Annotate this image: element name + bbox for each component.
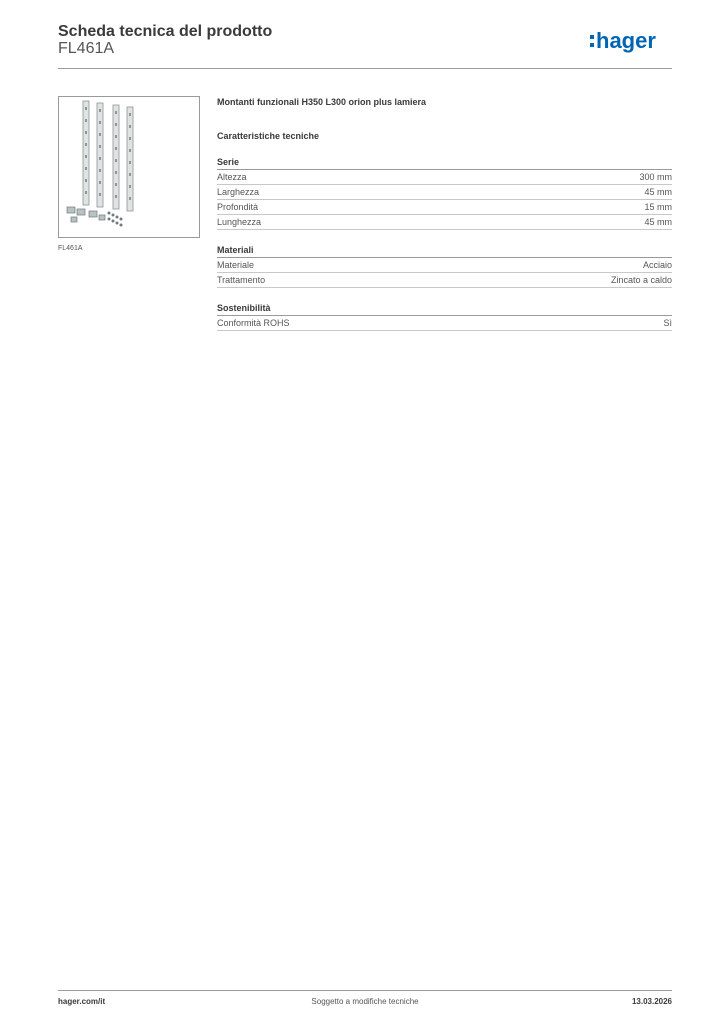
spec-label: Larghezza — [217, 187, 260, 197]
spec-value: Zincato a caldo — [610, 275, 672, 285]
spec-value: Acciaio — [642, 260, 672, 270]
product-illustration — [59, 97, 199, 237]
spec-value: Sì — [663, 318, 672, 328]
header-divider — [58, 68, 672, 69]
spec-value: 45 mm — [644, 187, 672, 197]
hager-logo — [590, 26, 672, 56]
product-image — [58, 96, 200, 238]
spec-row — [217, 200, 672, 215]
spec-row — [217, 170, 672, 185]
spec-group-materiali — [217, 244, 672, 288]
spec-label: Conformità ROHS — [217, 318, 290, 328]
spec-label: Lunghezza — [217, 217, 262, 227]
page-header — [58, 20, 672, 70]
spec-value: 300 mm — [639, 172, 672, 182]
spec-label: Materiale — [217, 260, 255, 270]
spec-value: 45 mm — [644, 217, 672, 227]
page-title: Scheda tecnica del prodotto — [58, 23, 273, 40]
spec-row — [217, 258, 672, 273]
footer-website-link[interactable]: hager.com/it — [58, 997, 106, 1006]
spec-value: 15 mm — [644, 202, 672, 212]
footer-divider — [58, 990, 672, 991]
group-title: Sostenibilità — [217, 302, 672, 316]
spec-group-sostenibilita — [217, 302, 672, 331]
product-name: Montanti funzionali H350 L300 orion plus lamiera — [217, 97, 427, 107]
spec-label: Altezza — [217, 172, 247, 182]
spec-content — [217, 96, 672, 331]
spec-row — [217, 215, 672, 230]
product-code: FL461A — [58, 40, 115, 57]
spec-row — [217, 316, 672, 331]
spec-row — [217, 273, 672, 288]
group-title: Serie — [217, 156, 672, 170]
page-footer — [58, 997, 672, 1011]
footer-date: 13.03.2026 — [631, 997, 672, 1006]
spec-label: Trattamento — [217, 275, 266, 285]
spec-row — [217, 185, 672, 200]
spec-label: Profondità — [217, 202, 259, 212]
section-title: Caratteristiche tecniche — [217, 131, 320, 141]
footer-note: Soggetto a modifiche tecniche — [311, 997, 419, 1006]
logo-text: hager — [596, 28, 656, 53]
spec-group-serie — [217, 156, 672, 230]
group-title: Materiali — [217, 244, 672, 258]
image-caption: FL461A — [58, 245, 83, 252]
